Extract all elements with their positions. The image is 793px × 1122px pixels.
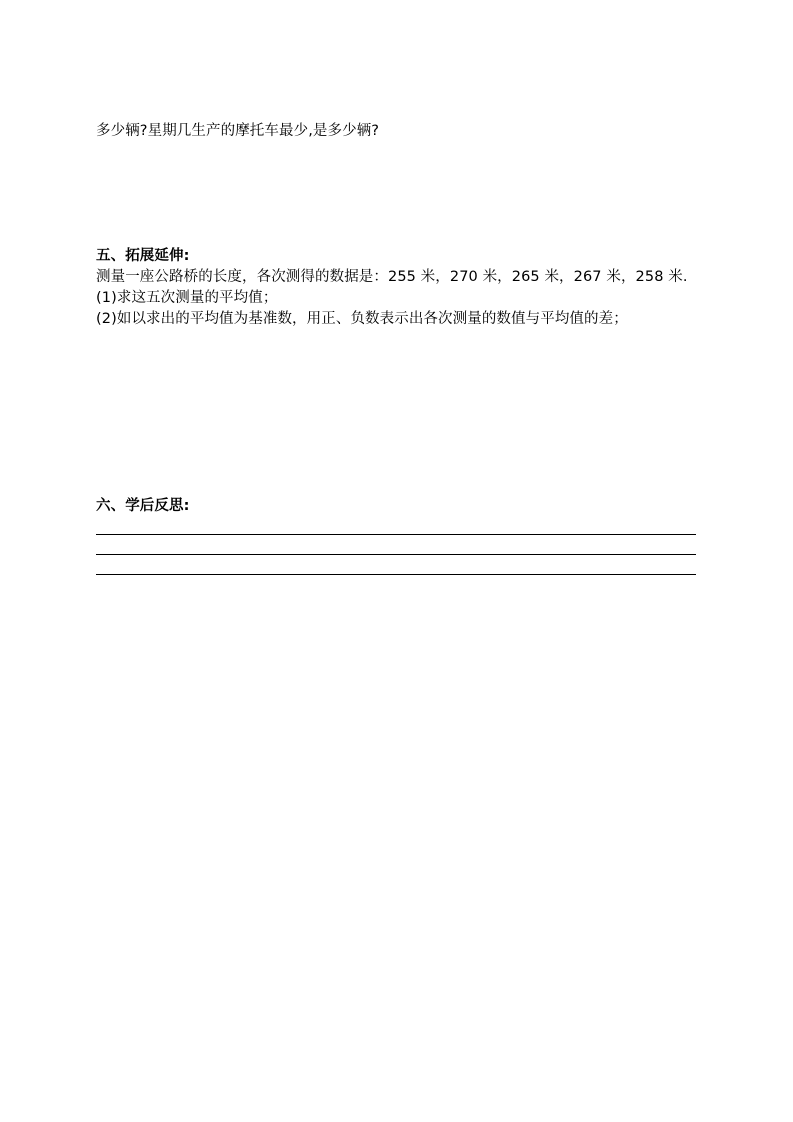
section-5-question-2: (2)如以求出的平均值为基准数，用正、负数表示出各次测量的数值与平均值的差； — [96, 311, 628, 327]
answer-line-3 — [96, 574, 696, 575]
answer-line-2 — [96, 554, 696, 555]
section-5-problem-text: 测量一座公路桥的长度，各次测得的数据是：255 米，270 米，265 米，267 米，258 米. — [96, 269, 688, 285]
answer-line-1 — [96, 534, 696, 535]
section-5-heading: 五、拓展延伸: — [96, 248, 190, 264]
section-6-heading: 六、学后反思: — [96, 498, 190, 514]
question-continuation-text: 多少辆?星期几生产的摩托车最少,是多少辆? — [96, 123, 380, 139]
section-5-question-1: (1)求这五次测量的平均值； — [96, 290, 278, 306]
